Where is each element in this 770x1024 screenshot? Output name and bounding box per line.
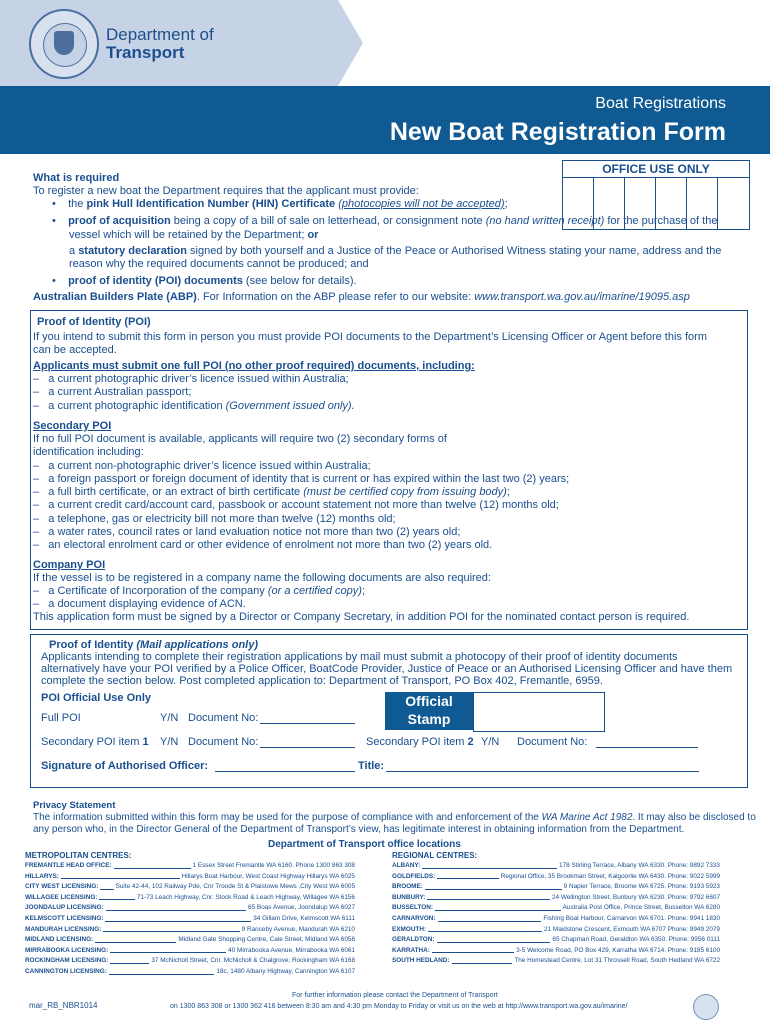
office-address: 1 Essex Street Fremantle WA 6160. Phone 1300 863 308: [192, 862, 355, 869]
abp-link[interactable]: www.transport.wa.gov.au/imarine/19095.asp: [474, 291, 690, 303]
secondary-poi-2-label: Secondary POI item 2: [366, 736, 474, 748]
office-name: WILLAGEE LICENSING:: [25, 893, 98, 901]
list-item: [25, 882, 355, 893]
company-poi-heading: Company POI: [33, 559, 106, 571]
office-address: 40 Mirrabooka Avenue, Mirrabooka WA 6061: [228, 946, 355, 954]
page-title: New Boat Registration Form: [389, 118, 726, 146]
required-heading: What is required: [33, 172, 120, 184]
office-name: KARRATHA:: [392, 946, 430, 954]
official-stamp-label: Official Stamp: [385, 692, 473, 730]
list-item: – a current credit card/account card, passbook or account statement not more than twelve (12) months old;: [33, 499, 559, 511]
office-name: BUNBURY:: [392, 893, 426, 901]
list-item: – a Certificate of Incorporation of the company (or a certified copy);: [33, 585, 366, 597]
secondary-poi-2-yn[interactable]: Y/N: [481, 736, 500, 748]
footer-line2: on 1300 863 308 or 1300 362 416 between 8:30 am and 4:30 pm Monday to Friday or visit us on the web at http://www.transport.wa.gov.au/imarine/: [170, 1003, 628, 1010]
list-item: [25, 925, 355, 936]
list-item: [392, 861, 720, 872]
secondary-poi-2-docno-field[interactable]: [596, 747, 698, 748]
list-item: [392, 882, 720, 893]
mail-text-line3: complete the section below. Post completed application to: Department of Transport, PO Box 402, Fremantle, 6959.: [41, 675, 603, 687]
page-subtitle: Boat Registrations: [595, 95, 726, 112]
title-field[interactable]: [386, 771, 699, 772]
office-address: 37 McNicholl Street, Cnr. McNicholl & Chalgrove, Rockingham WA 6168: [151, 957, 355, 965]
list-item: – a document displaying evidence of ACN.: [33, 598, 246, 610]
list-item-statutory: a statutory declaration signed by both yourself and a Justice of the Peace or Authorised Witness stating your name, address and the: [69, 245, 722, 257]
title-label: Title:: [358, 760, 385, 772]
office-name: ALBANY:: [392, 862, 421, 869]
secondary-poi-1-docno-label: Document No:: [188, 736, 259, 748]
list-item: [392, 946, 720, 957]
list-item: [25, 903, 355, 914]
list-item: [25, 914, 355, 925]
privacy-text-line2: any person who, in the Director General of the Department of Transport’s view, has legitimate interest in obtaining information from the Department.: [33, 824, 685, 835]
office-address: The Homestead Centre, Lot 31 Throssell Road, South Hedland WA 6722: [514, 957, 720, 965]
list-item: [392, 893, 720, 904]
office-address: 24 Wellington Street, Bunbury WA 6230. Phone: 9792 6607: [551, 893, 720, 901]
office-name: GOLDFIELDS:: [392, 872, 436, 880]
regional-heading: REGIONAL CENTRES:: [392, 851, 478, 860]
list-item: [392, 872, 720, 883]
secondary-poi-2-docno-label: Document No:: [517, 736, 588, 748]
office-address: 65 Boas Avenue, Joondalup WA 6027: [248, 904, 355, 912]
office-address: 178 Stirling Terrace, Albany WA 6330. Phone: 9892 7333: [559, 862, 720, 869]
full-poi-yn[interactable]: Y/N: [160, 712, 179, 724]
full-poi-heading: Applicants must submit one full POI (no other proof required) documents, including:: [33, 360, 475, 372]
signature-field[interactable]: [215, 771, 355, 772]
office-address: 9 Ranceby Avenue, Mandurah WA 6210: [241, 925, 355, 933]
list-item-acquisition-line2: vessel which will be retained by the Department; or: [69, 229, 319, 241]
office-address: 34 Gillam Drive, Kelmscott WA 6111: [253, 915, 355, 922]
mail-text-line2: alternatively have your POI verified by a Police Officer, BoatCode Provider, Justice of Peace or an Authorised Licensing Officer and have them: [41, 663, 733, 675]
office-name: ROCKINGHAM LICENSING:: [25, 957, 109, 965]
office-name: SOUTH HEDLAND:: [392, 957, 450, 965]
office-address: 18c, 1480 Albany Highway, Cannington WA 6107: [216, 968, 355, 975]
secondary-intro-line2: identification including:: [33, 446, 144, 458]
list-item: [25, 893, 355, 904]
list-item-hin: • the pink Hull Identification Number (HIN) Certificate (photocopies will not be accepted);: [52, 198, 508, 210]
office-name: MANDURAH LICENSING:: [25, 925, 102, 933]
list-item: [25, 946, 355, 957]
list-item-statutory-line2: reason why the required documents cannot be produced; and: [69, 258, 369, 270]
metro-heading: METROPOLITAN CENTRES:: [25, 851, 132, 860]
footer-line1: For further information please contact the Department of Transport: [292, 992, 498, 999]
office-name: BUSSELTON:: [392, 904, 433, 912]
list-item-poi: • proof of identity (POI) documents (see below for details).: [52, 275, 357, 287]
header: [0, 0, 770, 86]
list-item: [25, 956, 355, 967]
required-intro: To register a new boat the Department requires that the applicant must provide:: [33, 185, 419, 197]
office-address: 3-5 Welcome Road, PO Box 429, Karratha WA 6714. Phone: 9185 6100: [516, 946, 720, 954]
office-name: MIRRABOOKA LICENSING:: [25, 946, 109, 954]
form-code: mar_RB_NBR1014: [29, 1001, 98, 1010]
office-name: CITY WEST LICENSING:: [25, 883, 99, 891]
department-logo-text: [106, 26, 214, 62]
list-item: [392, 925, 720, 936]
office-use-label: OFFICE USE ONLY: [563, 161, 749, 178]
office-address: Fishing Boat Harbour, Carnarvon WA 6701. Phone: 9941 1830: [543, 915, 720, 922]
dept-line1: Department of: [106, 25, 214, 44]
secondary-poi-1-yn[interactable]: Y/N: [160, 736, 179, 748]
secondary-poi-1-label: Secondary POI item 1: [41, 736, 149, 748]
office-address: 71-73 Leach Highway, Cnr. Stock Road & Leach Highway, Willagee WA 6156: [137, 893, 355, 901]
mail-text-line1: Applicants intending to complete their registration applications by mail must submit a photocopy of their proof of identity documents: [41, 651, 678, 663]
company-note: This application form must be signed by a Director or Company Secretary, in addition POI for the nominated contact person is required.: [33, 611, 690, 623]
office-name: GERALDTON:: [392, 936, 435, 944]
office-address: Suite 42-44, 102 Railway Pde, Cnr Troode St & Plaistowe Mews ,City West WA 6005: [115, 883, 355, 891]
mail-heading: Proof of Identity (Mail applications only): [49, 639, 259, 651]
list-item: – a foreign passport or foreign document of identity that is current or has expired within the last two (2) years;: [33, 473, 570, 485]
department-logo-icon: [693, 994, 719, 1020]
list-item: [392, 903, 720, 914]
secondary-intro-line1: If no full POI document is available, applicants will require two (2) secondary forms of: [33, 433, 447, 445]
list-item: [25, 872, 355, 883]
list-item: – a water rates, council rates or land evaluation notice not more than two (2) years old;: [33, 526, 461, 538]
signature-label: Signature of Authorised Officer:: [41, 760, 209, 772]
full-poi-docno-field[interactable]: [260, 723, 355, 724]
office-address: 65 Chapman Road, Geraldton WA 6350. Phone: 9956 0111: [552, 936, 720, 944]
wa-government-crest-icon: [29, 9, 99, 79]
office-name: HILLARYS:: [25, 872, 59, 880]
list-item-acquisition: • proof of acquisition being a copy of a bill of sale on letterhead, or consignment note (no hand written receipt) for the purchase of the: [52, 215, 718, 227]
list-item: – a current Australian passport;: [33, 386, 192, 398]
office-name: KELMSCOTT LICENSING:: [25, 915, 104, 922]
list-item: – a current photographic identification (Government issued only).: [33, 400, 355, 412]
poi-intro-line2: can be accepted.: [33, 344, 117, 356]
office-name: EXMOUTH:: [392, 925, 427, 933]
list-item: [25, 861, 355, 872]
list-item: [25, 967, 355, 978]
full-poi-label: Full POI: [41, 712, 81, 724]
office-name: JOONDALUP LICENSING:: [25, 904, 104, 912]
office-name: CANNINGTON LICENSING:: [25, 968, 107, 975]
list-item: [392, 935, 720, 946]
office-name: CARNARVON:: [392, 915, 436, 922]
list-item: [392, 956, 720, 967]
list-item: – a current non-photographic driver’s licence issued within Australia;: [33, 460, 371, 472]
offices-heading: Department of Transport office locations: [268, 839, 461, 850]
office-name: FREMANTLE HEAD OFFICE:: [25, 862, 112, 869]
office-address: 9 Napier Terrace, Broome WA 6725. Phone: 9193 5923: [563, 883, 720, 891]
stamp-area: [473, 692, 605, 732]
list-item: – an electoral enrolment card or other evidence of enrolment not more than two (2) years old.: [33, 539, 493, 551]
office-address: 21 Maidstone Crescent, Exmouth WA 6707 Phone: 9949 2079: [544, 925, 720, 933]
secondary-poi-1-docno-field[interactable]: [260, 747, 355, 748]
list-item: – a telephone, gas or electricity bill not more than twelve (12) months old;: [33, 513, 396, 525]
company-intro: If the vessel is to be registered in a company name the following documents are also required:: [33, 572, 491, 584]
list-item: [25, 935, 355, 946]
full-poi-docno-label: Document No:: [188, 712, 259, 724]
office-name: MIDLAND LICENSING:: [25, 936, 94, 944]
privacy-heading: Privacy Statement: [33, 800, 116, 811]
official-use-heading: POI Official Use Only: [41, 692, 152, 704]
abp-line: Australian Builders Plate (ABP). For Information on the ABP please refer to our website: www.transport.wa.gov.au/imarine/19095.asp: [33, 291, 690, 303]
office-name: BROOME:: [392, 883, 423, 891]
poi-heading: Proof of Identity (POI): [37, 316, 151, 328]
poi-intro-line1: If you intend to submit this form in person you must provide POI documents to the Department’s Licensing Officer or Agent before this form: [33, 331, 707, 343]
office-address: Australia Post Office, Prince Street, Busselton WA 6280: [562, 904, 720, 912]
office-address: Hillarys Boat Harbour, West Coast Highway Hillarys WA 6025: [181, 872, 355, 880]
office-address: Midland Gate Shopping Centre, Cale Street, Midland WA 6056: [178, 936, 355, 944]
list-item: – a full birth certificate, or an extract of birth certificate (must be certified copy from issuing body);: [33, 486, 510, 498]
list-item: [392, 914, 720, 925]
secondary-poi-heading: Secondary POI: [33, 420, 112, 432]
dept-line2: Transport: [106, 43, 185, 62]
privacy-text-line1: The information submitted within this form may be used for the purpose of compliance with and enforcement of the WA Marine Act 1982. It may also be disclosed to: [33, 812, 756, 823]
list-item: – a current photographic driver’s licence issued within Australia;: [33, 373, 349, 385]
office-address: Regional Office, 35 Brookman Street, Kalgoorlie WA 6430. Phone: 9022 5999: [500, 872, 720, 880]
